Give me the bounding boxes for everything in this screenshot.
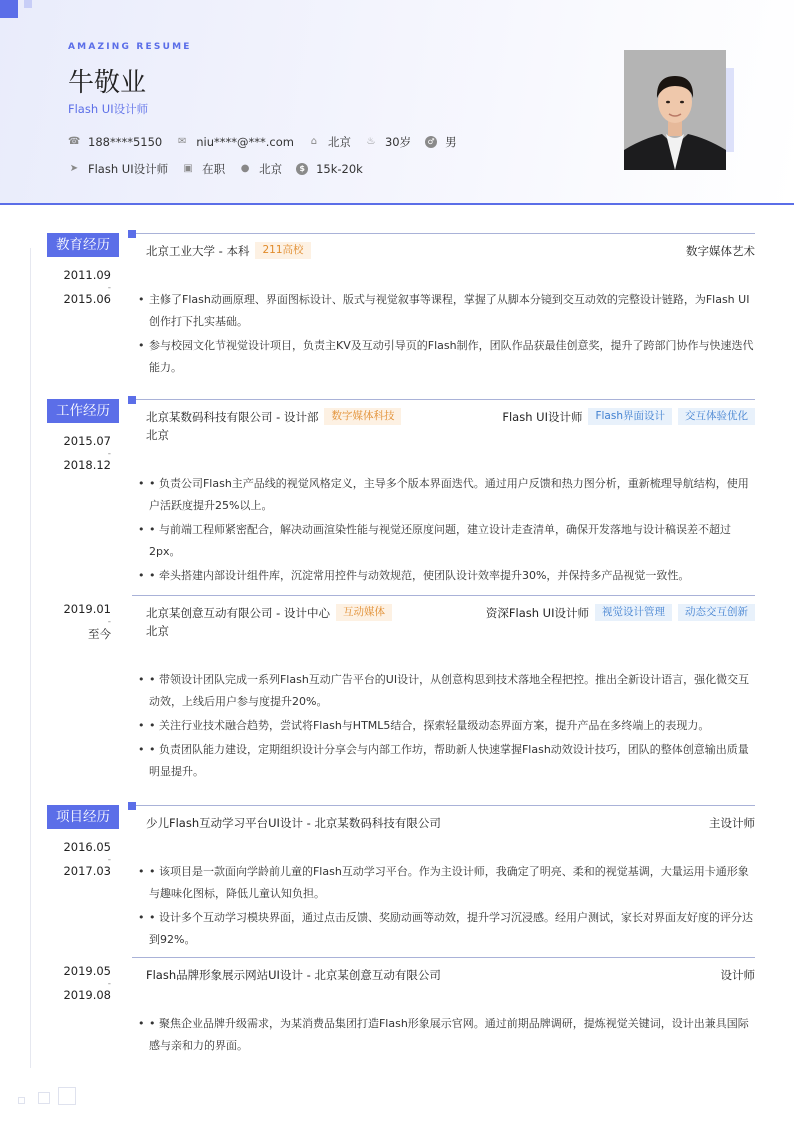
proj2-bullets [138, 1013, 758, 1059]
status-text: 在职 [202, 162, 226, 176]
section-label-work: 工作经历 [47, 399, 119, 423]
work2-role-group [486, 604, 755, 621]
work1-company [146, 408, 401, 425]
salary-item [296, 162, 363, 176]
list-item: • • 与前端工程师紧密配合，解决动画渲染性能与视觉还原度问题，建立设计走查清单，确保开发落地与设计稿误差不超过2px。 [138, 519, 758, 563]
gender-item [425, 134, 457, 150]
date-dash: - [107, 979, 111, 989]
work1-start-date: 2015.07 [63, 434, 111, 448]
contact-row [68, 134, 471, 150]
work2-bullets [138, 669, 758, 785]
work2-skill-tag: 动态交互创新 [678, 604, 755, 621]
mail-icon: ✉ [178, 136, 187, 147]
hometown-text: 北京 [327, 135, 351, 149]
cake-icon: ♨ [366, 136, 376, 147]
decor-square [58, 1087, 76, 1105]
proj1-start-date: 2016.05 [63, 840, 111, 854]
date-dash: - [107, 449, 111, 459]
section-label-education: 教育经历 [47, 233, 119, 257]
work2-tag: 互动媒体 [336, 604, 392, 621]
list-item: • 主修了Flash动画原理、界面图标设计、版式与视觉叙事等课程，掌握了从脚本分镜到交互动效的完整设计链路，为Flash UI创作打下扎实基础。 [138, 289, 758, 333]
list-item: • • 该项目是一款面向学龄前儿童的Flash互动学习平台。作为主设计师，我确定了明亮、柔和的视觉基调，大量运用卡通形象与趣味化图标，降低儿童认知负担。 [138, 861, 758, 905]
intent-title-item [68, 161, 168, 177]
decor-square-small [24, 0, 32, 8]
work2-company [146, 604, 392, 621]
work2-city: 北京 [146, 624, 169, 638]
work1-end-date: 2018.12 [63, 458, 111, 472]
decor-square [18, 1097, 25, 1104]
proj1-role: 主设计师 [709, 816, 755, 830]
edu-end-date: 2015.06 [63, 292, 111, 306]
entry-divider [132, 957, 755, 958]
intent-city-text: 北京 [259, 162, 283, 176]
proj1-end-date: 2017.03 [63, 864, 111, 878]
edu-bullets [138, 289, 758, 381]
proj1-bullets [138, 861, 758, 953]
email-item [176, 135, 294, 149]
resume-header [0, 0, 794, 205]
section-label-projects: 项目经历 [47, 805, 119, 829]
location-icon: ● [240, 163, 250, 174]
section-rule [136, 233, 755, 234]
edu-start-date: 2011.09 [63, 268, 111, 282]
work2-skill-tag: 视觉设计管理 [595, 604, 672, 621]
tagline: AMAZING RESUME [68, 42, 192, 52]
work2-start-date: 2019.01 [63, 602, 111, 616]
section-rule [136, 805, 755, 806]
proj1-title: 少儿Flash互动学习平台UI设计 - 北京某数码科技有限公司 [146, 816, 441, 830]
work1-skill-tag: Flash界面设计 [588, 408, 672, 425]
status-item [182, 161, 225, 177]
candidate-name: 牛敬业 [68, 68, 147, 98]
list-item: • • 聚焦企业品牌升级需求，为某消费品集团打造Flash形象展示官网。通过前期品牌调研，提炼视觉关键词，设计出兼具国际感与亲和力的界面。 [138, 1013, 758, 1057]
age-text: 30岁 [384, 135, 412, 149]
phone-icon: ☎ [68, 136, 81, 147]
list-item: • 参与校园文化节视觉设计项目，负责主KV及互动引导页的Flash制作，团队作品获最佳创意奖，提升了跨部门协作与快速迭代能力。 [138, 335, 758, 379]
intent-title-text: Flash UI设计师 [88, 162, 169, 176]
salary-icon: $ [296, 163, 308, 175]
proj2-title: Flash品牌形象展示网站UI设计 - 北京某创意互动有限公司 [146, 968, 441, 982]
list-item: • • 带领设计团队完成一系列Flash互动广告平台的UI设计，从创意构思到技术落地全程把控。推出全新设计语言，强化微交互动效，上线后用户参与度提升20%。 [138, 669, 758, 713]
edu-school [146, 242, 311, 259]
work1-tag: 数字媒体科技 [324, 408, 401, 425]
candidate-title: Flash UI设计师 [68, 102, 149, 116]
list-item: • • 负责公司Flash主产品线的视觉风格定义，主导多个版本界面迭代。通过用户反馈和热力图分析，重新梳理导航结构，使用户活跃度提升25%以上。 [138, 473, 758, 517]
age-item [365, 134, 411, 150]
date-dash: - [107, 283, 111, 293]
proj2-role: 设计师 [720, 968, 755, 982]
gender-icon: ♂ [425, 136, 437, 148]
entry-divider [132, 595, 755, 596]
email-text: niu****@***.com [196, 135, 294, 149]
hometown-item [308, 134, 351, 150]
work2-company-text: 北京某创意互动有限公司 - 设计中心 [146, 605, 330, 620]
phone-text: 188****5150 [88, 135, 163, 149]
section-marker [128, 230, 136, 238]
gender-text: 男 [445, 135, 457, 149]
intent-city-item [239, 161, 282, 177]
work1-bullets [138, 473, 758, 589]
work1-role: Flash UI设计师 [502, 409, 583, 424]
decor-square [0, 0, 18, 18]
send-icon: ➤ [69, 163, 79, 174]
work2-end-date: 至今 [88, 627, 111, 641]
date-dash: - [107, 617, 111, 627]
work1-skill-tag: 交互体验优化 [678, 408, 755, 425]
avatar [624, 50, 726, 170]
section-marker [128, 396, 136, 404]
section-marker [128, 802, 136, 810]
section-rule [136, 399, 755, 400]
list-item: • • 设计多个互动学习模块界面，通过点击反馈、奖励动画等动效，提升学习沉浸感。经用户测试，家长对界面友好度的评分达到92%。 [138, 907, 758, 951]
date-dash: - [107, 855, 111, 865]
work1-city: 北京 [146, 428, 169, 442]
home-icon: ⌂ [310, 136, 318, 147]
proj2-end-date: 2019.08 [63, 988, 111, 1002]
edu-tag: 211高校 [255, 242, 310, 259]
phone-item [68, 135, 162, 149]
avatar-portrait [624, 50, 726, 170]
job-intent-row [68, 161, 377, 177]
list-item: • • 牵头搭建内部设计组件库，沉淀常用控件与动效规范，使团队设计效率提升30%，并保持多产品视觉一致性。 [138, 565, 758, 587]
edu-school-text: 北京工业大学 - 本科 [146, 243, 250, 258]
proj2-start-date: 2019.05 [63, 964, 111, 978]
decor-square [38, 1092, 50, 1104]
edu-major: 数字媒体艺术 [686, 244, 755, 258]
list-item: • • 关注行业技术融合趋势，尝试将Flash与HTML5结合，探索轻量级动态界面方案，提升产品在多终端上的表现力。 [138, 715, 758, 737]
work2-role: 资深Flash UI设计师 [485, 605, 589, 620]
timeline-rail [30, 248, 31, 1068]
briefcase-icon: ▣ [183, 163, 193, 174]
work1-role-group [502, 408, 755, 425]
salary-text: 15k-20k [316, 162, 363, 176]
work1-company-text: 北京某数码科技有限公司 - 设计部 [146, 409, 319, 424]
list-item: • • 负责团队能力建设，定期组织设计分享会与内部工作坊，帮助新人快速掌握Flash动效设计技巧，团队的整体创意输出质量明显提升。 [138, 739, 758, 783]
